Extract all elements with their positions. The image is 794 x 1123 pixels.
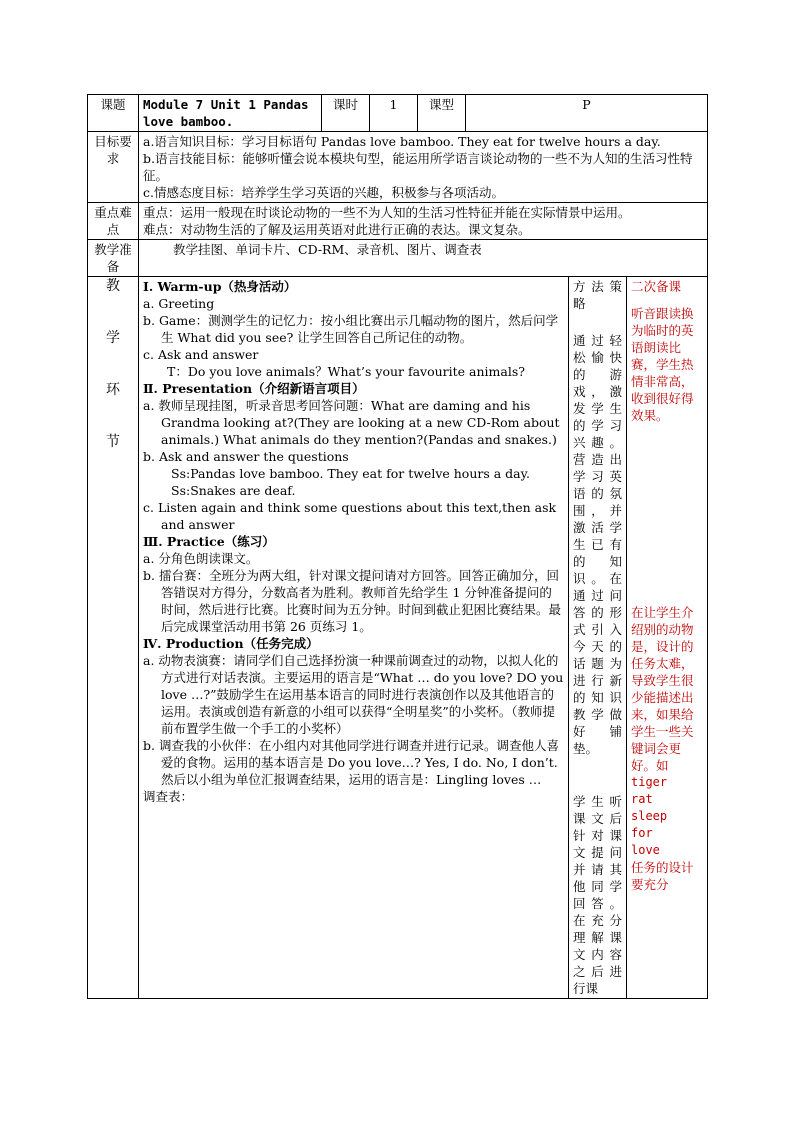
pres-a: a. 教师呈现挂图，听录音思考回答问题：What are daming and his Grandma looking at?(They are looking at a new CD-Rom about animals.) What animals do they mention?(Pandas and snakes.)	[143, 398, 560, 447]
method-title: 方法策略	[573, 279, 622, 311]
key-row	[88, 203, 708, 240]
type-value: P	[466, 95, 708, 132]
key-difficulty: 难点：对动物生活的了解及运用英语对此进行正确的表达。课文复杂。	[143, 222, 531, 237]
warmup-c: c. Ask and answer	[143, 347, 259, 362]
pres-c: c. Listen again and think some questions about this text,then ask and answer	[143, 500, 557, 532]
goal-emotion: c.情感态度目标：培养学生学习英语的兴趣，积极参与各项活动。	[143, 185, 504, 200]
method-column	[569, 277, 627, 999]
topic-value: Module 7 Unit 1 Pandas love bamboo.	[139, 95, 322, 132]
notes-column	[627, 277, 708, 999]
topic-label: 课题	[88, 95, 139, 132]
prep-content: 教学挂图、单词卡片、CD-RM、录音机、图片、调查表	[139, 240, 708, 277]
goals-label: 目标要求	[88, 132, 139, 203]
prod-a: a. 动物表演赛：请同学们自己选择扮演一种课前调查过的动物，以拟人化的方式进行对话表演。主要运用的语言是“What … do you love? DO you love …?”鼓励学生在运用基本语言的同时进行表演创作以及其他语言的运用。表演或创造有新意的小组可以获得“全明星奖”的小奖杯。（教师提前布置学生做一个手工的小奖杯）	[143, 653, 564, 736]
pres-b-line1: Ss:Pandas love bamboo. They eat for twelve hours a day.	[171, 466, 530, 481]
method-text-2: 学生听课文后针对课文提问并请其他同学回答。在充分理解课文内容之后进行课	[573, 794, 622, 996]
notes-text-3: 任务的设计要充分	[631, 860, 694, 892]
notes-word-4: for	[631, 826, 653, 840]
key-label: 重点难点	[88, 203, 139, 240]
notes-word-1: tiger	[631, 775, 668, 789]
prac-b: b. 擂台赛：全班分为两大组，针对课文提问请对方回答。回答正确加分，回答错误对方得分，分数高者为胜利。教师首先给学生 1 分钟准备提问的时间，然后进行比赛。比赛时间为五分钟。时间到截止犯困比赛结果。最后完成课堂活动用书第 26 页练习 1。	[143, 568, 562, 634]
notes-word-5: love	[631, 843, 660, 857]
prep-row	[88, 240, 708, 277]
warmup-title: Ⅰ. Warm-up（热身活动）	[143, 279, 297, 294]
prod-b: b. 调查我的小伙伴：在小组内对其他同学进行调查并进行记录。调查他人喜爱的食物。运用的基本语言是 Do you love…? Yes, I do. No, I don’t.然后以小组为单位汇报调查结果，运用的语言是：Lingling loves …	[143, 738, 559, 787]
practice-title: Ⅲ. Practice（练习）	[143, 534, 275, 549]
steps-label-char-2: 学	[106, 330, 120, 346]
steps-row	[88, 277, 708, 999]
hours-value: 1	[370, 95, 418, 132]
pres-b: b. Ask and answer the questions	[143, 449, 349, 464]
steps-content	[139, 277, 569, 999]
goal-knowledge: a.语言知识目标：学习目标语句 Pandas love bamboo. They eat for twelve hours a day.	[143, 134, 661, 149]
goals-row	[88, 132, 708, 203]
goal-skill: b.语言技能目标：能够听懂会说本模块句型，能运用所学语言谈论动物的一些不为人知的生活习性特征。	[143, 151, 693, 183]
steps-label-char-1: 教	[106, 278, 120, 294]
steps-label	[88, 277, 139, 999]
prac-a: a. 分角色朗读课文。	[143, 551, 259, 566]
presentation-title: Ⅱ. Presentation（介绍新语言项目）	[143, 381, 365, 396]
pres-b-line2: Ss:Snakes are deaf.	[171, 483, 296, 498]
type-label: 课型	[418, 95, 466, 132]
notes-word-2: rat	[631, 792, 653, 806]
lesson-plan-table	[87, 94, 708, 999]
notes-text-1: 听音跟读换为临时的英语朗读比赛，学生热情非常高，收到很好得效果。	[631, 306, 694, 423]
key-content	[139, 203, 708, 240]
notes-text-2: 在让学生介绍别的动物是，设计的任务太难，导致学生很少能描述出来，如果给学生一些关键词会更好。如	[631, 605, 694, 773]
key-focus: 重点：运用一般现在时谈论动物的一些不为人知的生活习性特征并能在实际情景中运用。	[143, 205, 631, 220]
warmup-c-line: T：Do you love animals？What’s your favourite animals?	[167, 364, 525, 379]
hours-label: 课时	[322, 95, 370, 132]
notes-title: 二次备课	[631, 279, 682, 294]
steps-label-char-3: 环	[106, 382, 120, 398]
header-row	[88, 95, 708, 132]
warmup-b: b. Game：测测学生的记忆力：按小组比赛出示几幅动物的图片，然后问学生 What did you see? 让学生回答自己所记住的动物。	[143, 313, 559, 345]
warmup-a: a. Greeting	[143, 296, 215, 311]
steps-label-char-4: 节	[106, 434, 120, 450]
prep-label: 教学准备	[88, 240, 139, 277]
production-title: Ⅳ. Production（任务完成）	[143, 636, 319, 651]
goals-content	[139, 132, 708, 203]
prod-b-tail: 调查表：	[143, 789, 194, 804]
notes-word-3: sleep	[631, 809, 668, 823]
method-text-1: 通过轻松愉快的游戏，激发学生的学习兴趣。营造出学习英语的氛围，并激活学生已有的知识。在通过问答的形式引入今天的话题为进行新的知识教学做好铺垫。	[573, 333, 622, 756]
